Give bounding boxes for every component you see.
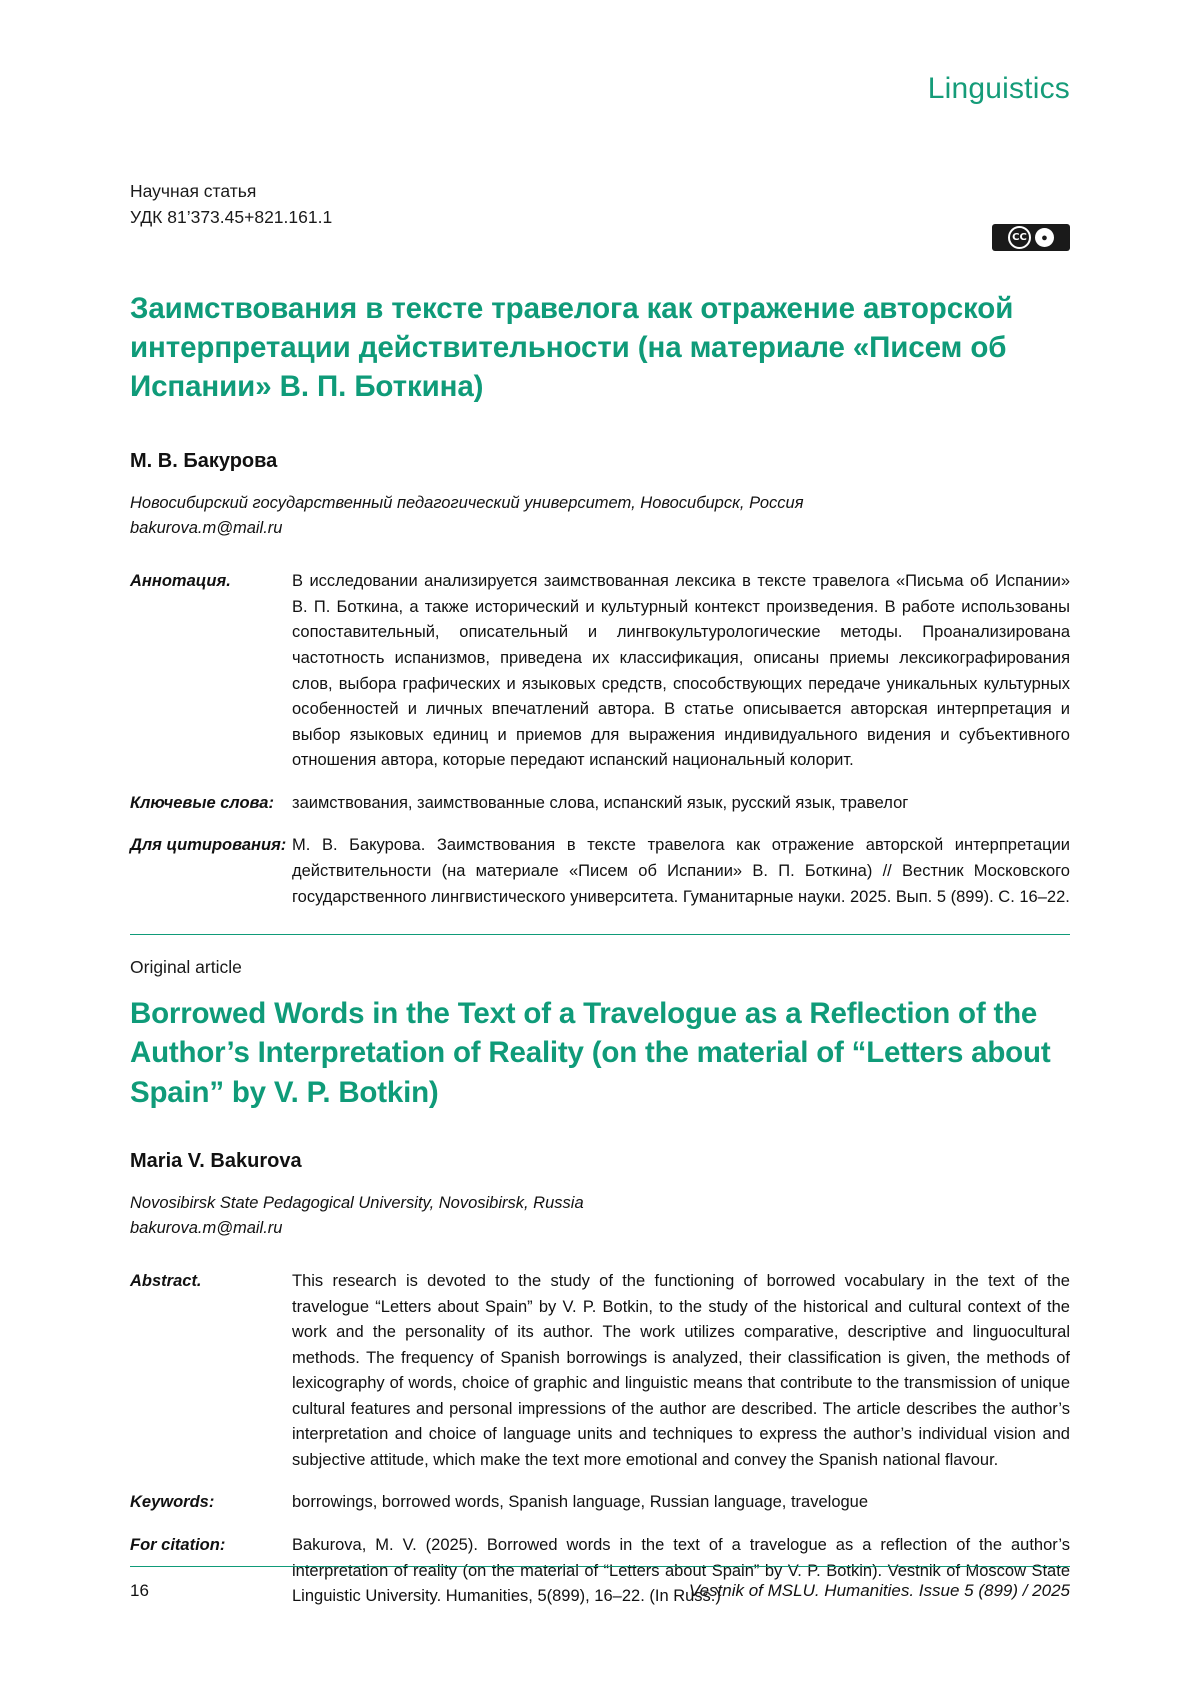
- page-title-ru: Заимствования в тексте травелога как отражение авторской интерпретации действительности (на материале «Писем об Испании» В. П. Боткина): [130, 291, 1014, 403]
- citation-label-en: For citation:: [130, 1536, 226, 1555]
- footer-divider: [130, 1566, 1070, 1567]
- keywords-text-ru: заимствования, заимствованные слова, испанский язык, русский язык, травелог: [292, 793, 909, 812]
- running-head: Linguistics: [927, 72, 1070, 105]
- keywords-label-en: Keywords:: [130, 1493, 215, 1512]
- udk-code: УДК 81’373.45+821.161.1: [130, 207, 333, 228]
- section-divider: [130, 934, 1070, 935]
- journal-reference: Vestnik of MSLU. Humanities. Issue 5 (899) / 2025: [688, 1581, 1070, 1600]
- abstract-text-en: This research is devoted to the study of the functioning of borrowed vocabulary in the text of the travelogue “Letters about Spain” by V. P. Botkin, to the study of the historical and cultural context of the work and the personality of its author. The work utilizes comparative, descriptive and linguocultural methods. The frequency of Spanish borrowings is analyzed, their classification is given, the methods of lexicography of words, choice of graphic and linguistic means that contribute to the transmission of unique cultural features and personal impressions of the author are described. The article describes the author’s interpretation and choice of language units and techniques to express the author’s individual vision and subjective attitude, which make the text more emotional and convey the Spanish national flavour.: [292, 1271, 1070, 1469]
- keywords-label-ru: Ключевые слова:: [130, 793, 274, 812]
- abstract-row-en: [130, 1269, 1070, 1474]
- author-ru: М. В. Бакурова: [130, 450, 278, 473]
- abstract-text-ru: В исследовании анализируется заимствованная лексика в тексте травелога «Письма об Испании» В. П. Боткина, а также исторический и культурный контекст произведения. В работе использованы сопоставительный, описательный и лингвокультурологические методы. Проанализирована частотность испанизмов, приведена их классификация, описаны приемы лексикографирования слов, выбора графических и языковых средств, способствующих передаче уникальных культурных особенностей и личных впечатлений автора. В статье описывается авторская интерпретация и выбор языковых единиц и приемов для выражения индивидуального видения и субъективного отношения автора, которые передают испанский национальный колорит.: [292, 572, 1070, 770]
- author-en: Maria V. Bakurova: [130, 1149, 302, 1172]
- creative-commons-badge: [992, 224, 1070, 251]
- abstract-label-en: Abstract.: [130, 1271, 202, 1290]
- affiliation-en: [130, 1191, 1070, 1241]
- author-email-en: bakurova.m@mail.ru: [130, 1218, 283, 1237]
- abstract-block-ru: [130, 569, 1070, 910]
- page-title-en: Borrowed Words in the Text of a Travelogue as a Reflection of the Author’s Interpretation of Reality (on the material of “Letters about Spain” by V. P. Botkin): [130, 997, 1051, 1109]
- citation-label-ru: Для цитирования:: [130, 836, 287, 855]
- keywords-row-en: [130, 1490, 1070, 1516]
- citation-text-en: Bakurova, M. V. (2025). Borrowed words in the text of a travelogue as a reflection of the author’s interpretation of reality (on the material of “Letters about Spain” by V. P. Botkin). Vestnik of Moscow State Linguistic University. Humanities, 5(899), 16–22. (In Russ.): [292, 1536, 1070, 1606]
- cc-icon: CC: [1008, 226, 1031, 249]
- abstract-block-en: [130, 1269, 1070, 1610]
- citation-row-ru: [130, 833, 1070, 910]
- abstract-label-ru: Аннотация.: [130, 572, 231, 591]
- page-number: 16: [130, 1581, 149, 1600]
- citation-text-ru: М. В. Бакурова. Заимствования в тексте травелога как отражение авторской интерпретации действительности (на материале «Писем об Испании» В. П. Боткина) // Вестник Московского государственного лингвистического университета. Гуманитарные науки. 2025. Вып. 5 (899). С. 16–22.: [292, 836, 1070, 906]
- affiliation-en-line: Novosibirsk State Pedagogical University, Novosibirsk, Russia: [130, 1193, 584, 1212]
- cc-by-icon: ● BY: [1035, 228, 1054, 247]
- affiliation-ru: [130, 491, 1070, 541]
- page-footer: [130, 1566, 1070, 1601]
- keywords-text-en: borrowings, borrowed words, Spanish language, Russian language, travelogue: [292, 1493, 869, 1512]
- article-type-ru: Научная статья: [130, 181, 257, 201]
- affiliation-ru-line: Новосибирский государственный педагогический университет, Новосибирск, Россия: [130, 494, 804, 513]
- keywords-row-ru: [130, 791, 1070, 817]
- article-type-en: Original article: [130, 957, 242, 978]
- author-email-ru: bakurova.m@mail.ru: [130, 519, 283, 538]
- abstract-row-ru: [130, 569, 1070, 774]
